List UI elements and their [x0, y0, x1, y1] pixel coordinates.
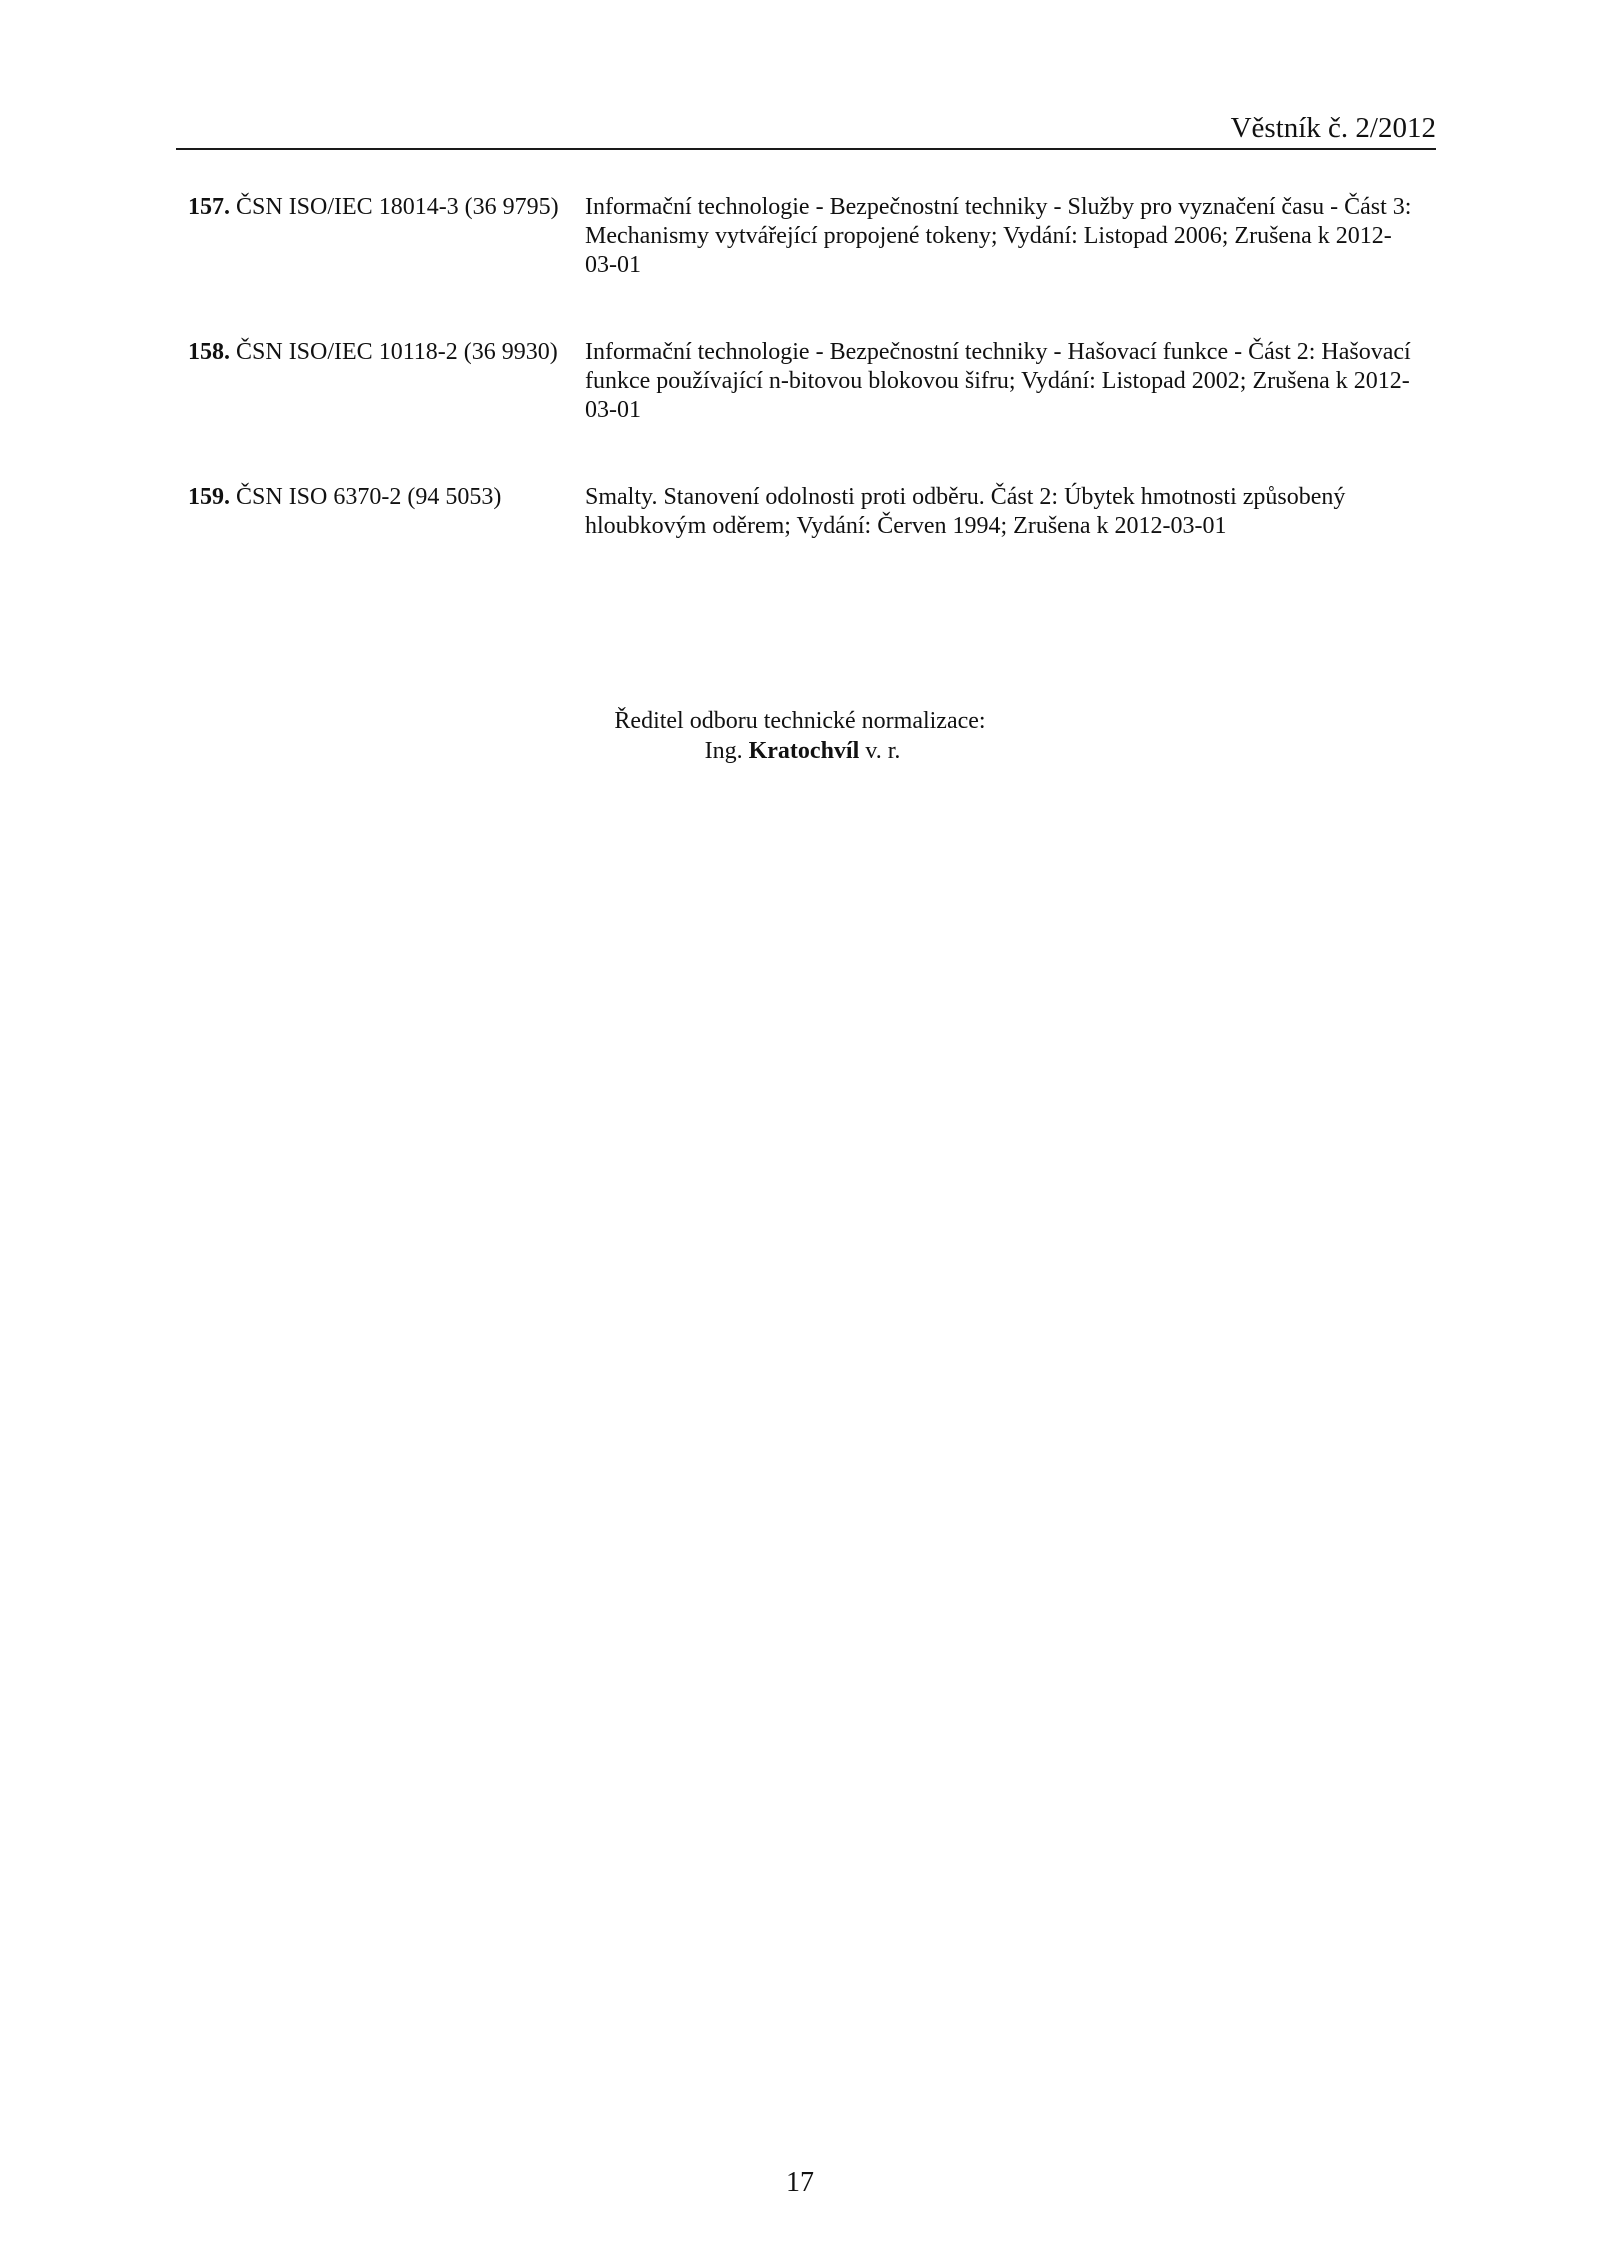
- signature-name: Kratochvíl: [748, 738, 860, 764]
- entry-code: [188, 483, 585, 541]
- entry-description: Smalty. Stanovení odolnosti proti odběru. Část 2: Úbytek hmotnosti způsobený hloubkovým oděrem; Vydání: Červen 1994; Zrušena k 2012-03-01: [585, 484, 1346, 539]
- entry-code: [188, 338, 585, 425]
- page-number: 17: [786, 2167, 814, 2198]
- signature-prefix: Ing.: [704, 738, 743, 764]
- signature-line: [0, 736, 1600, 766]
- signature-suffix: v. r.: [865, 738, 901, 764]
- list-item: [188, 193, 1438, 280]
- standard-code: ČSN ISO 6370-2 (94 5053): [236, 484, 502, 510]
- list-item: [188, 483, 1438, 541]
- entry-number: 158.: [188, 339, 230, 365]
- entry-number: 159.: [188, 484, 230, 510]
- signature-role: Ředitel odboru technické normalizace:: [614, 708, 986, 734]
- standards-list: [188, 193, 1438, 541]
- entry-code: [188, 193, 585, 280]
- standard-code: ČSN ISO/IEC 10118-2 (36 9930): [236, 339, 558, 365]
- signature-block: [0, 706, 1600, 766]
- standard-code: ČSN ISO/IEC 18014-3 (36 9795): [236, 194, 559, 220]
- entry-description: Informační technologie - Bezpečnostní techniky - Hašovací funkce - Část 2: Hašovací funkce používající n-bitovou blokovou šifru; Vydání: Listopad 2002; Zrušena k 2012-03-01: [585, 339, 1411, 423]
- entry-number: 157.: [188, 194, 230, 220]
- entry-description: Informační technologie - Bezpečnostní techniky - Služby pro vyznačení času - Část 3: Mechanismy vytvářející propojené tokeny; Vydání: Listopad 2006; Zrušena k 2012-03-01: [585, 194, 1412, 278]
- list-item: [188, 338, 1438, 425]
- page-header: [176, 110, 1436, 150]
- bulletin-title: Věstník č. 2/2012: [1230, 112, 1436, 144]
